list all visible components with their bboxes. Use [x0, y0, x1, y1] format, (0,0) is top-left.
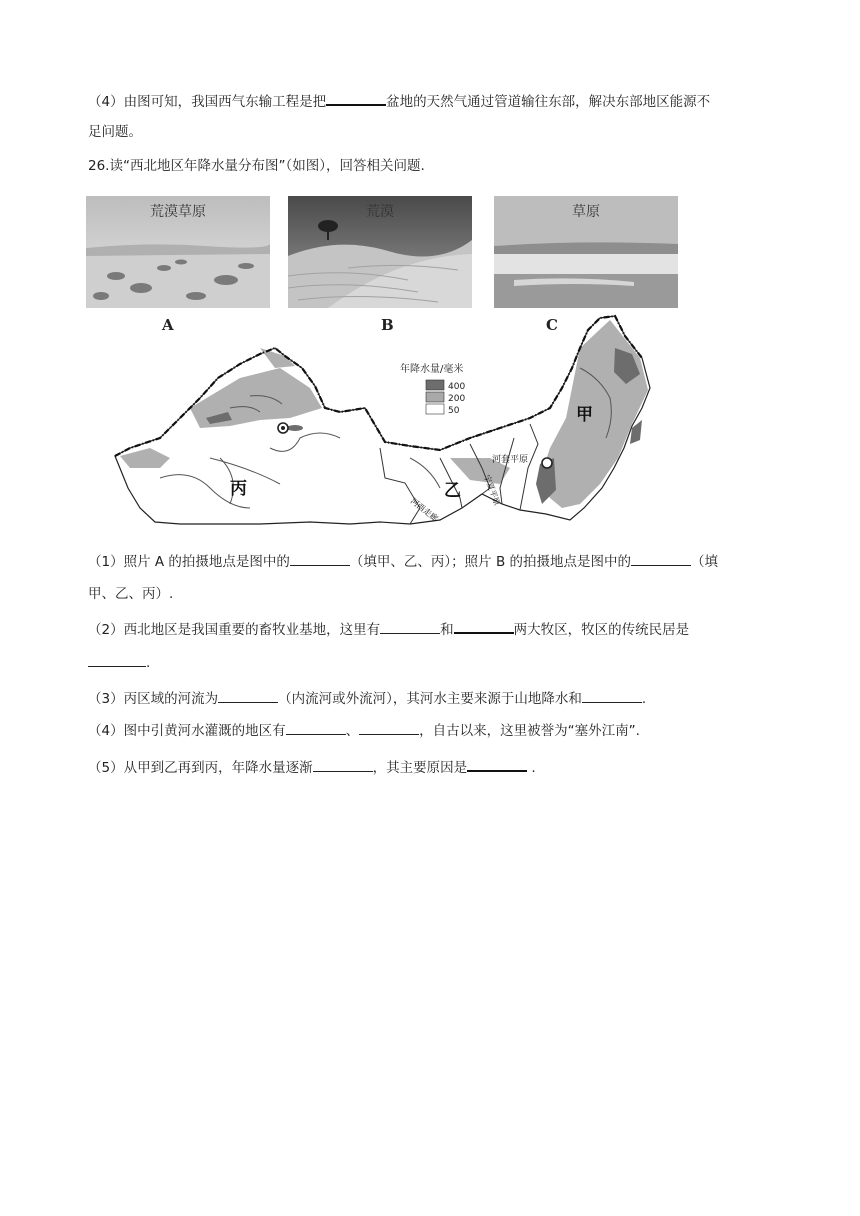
q2-text-a: （2）西北地区是我国重要的畜牧业基地，这里有 [88, 622, 381, 638]
q26-q2-line2 [88, 652, 150, 673]
q2-text-b: 和 [440, 622, 454, 638]
q2-text-c: 两大牧区，牧区的传统民居是 [513, 622, 690, 638]
region-label-yi: 乙 [444, 481, 461, 501]
photo-b-letter: B [381, 316, 394, 334]
answer-blank[interactable] [326, 90, 386, 106]
photo-a [86, 196, 270, 308]
legend-label-50: 50 [448, 406, 460, 416]
q5-text-b: ，其主要原因是 [372, 760, 468, 776]
place-label-hexi: 河西走廊 [408, 496, 440, 524]
q1-text-c: （填 [691, 554, 719, 570]
q4-text-a: （4）图中引黄河水灌溉的地区有 [88, 723, 286, 739]
q26-q3 [88, 688, 646, 709]
photo-b [288, 196, 472, 308]
precipitation-map [110, 308, 660, 528]
q25-part4-line1 [88, 90, 710, 112]
q26-title [88, 156, 425, 176]
place-label-hetao: 河套平原 [492, 455, 529, 465]
q25-part4-line2 [88, 122, 142, 142]
legend-title: 年降水量/毫米 [400, 364, 464, 375]
answer-blank[interactable] [582, 688, 642, 703]
legend-swatch-50 [426, 404, 444, 414]
place-label-ningxia: 宁夏平原 [482, 473, 502, 507]
answer-blank[interactable] [359, 720, 419, 735]
legend-label-200: 200 [448, 394, 466, 404]
photo-c [494, 196, 678, 308]
city-marker-dot [281, 426, 285, 430]
legend-label-400: 400 [448, 382, 466, 392]
q4-text-b: 、 [345, 723, 360, 739]
q5-text-a: （5）从甲到乙再到丙，年降水量逐渐 [88, 760, 313, 776]
q26-q2-line1 [88, 618, 689, 640]
photo-a-caption: 荒漠草原 [150, 204, 206, 220]
answer-blank[interactable] [467, 756, 527, 772]
q2-text-d: . [146, 655, 151, 671]
photo-a-letter: A [162, 316, 174, 334]
city-marker-icon [542, 458, 552, 468]
q1-text-d: 甲、乙、丙）. [88, 586, 174, 602]
legend-swatch-400 [426, 380, 444, 390]
q26-q1-line2 [88, 584, 173, 604]
answer-blank[interactable] [380, 619, 440, 634]
q25-part4-text-a: （4）由图可知，我国西气东输工程是把 [88, 94, 327, 110]
answer-blank[interactable] [88, 652, 146, 667]
q3-text-b: （内流河或外流河），其河水主要来源于山地降水和 [278, 691, 582, 707]
answer-blank[interactable] [290, 551, 350, 566]
answer-blank[interactable] [313, 757, 373, 772]
q1-text-b: （填甲、乙、丙）；照片 B 的拍摄地点是图中的 [349, 554, 632, 570]
legend-swatch-200 [426, 392, 444, 402]
q3-text-c: . [641, 691, 647, 707]
map-legend [400, 362, 465, 416]
q3-text-a: （3）丙区域的河流为 [88, 691, 219, 707]
q26-q1-line1 [88, 551, 718, 572]
q26-title-text: 26.读“西北地区年降水量分布图”（如图），回答相关问题. [88, 158, 425, 174]
q25-part4-text-b: 盆地的天然气通过管道输往东部，解决东部地区能源不 [386, 94, 711, 110]
photo-c-caption: 草原 [572, 204, 600, 220]
answer-blank[interactable] [454, 618, 514, 634]
photo-b-caption: 荒漠 [366, 204, 394, 220]
q26-q5 [88, 756, 536, 778]
region-label-jia: 甲 [576, 405, 593, 425]
answer-blank[interactable] [286, 720, 346, 735]
region-label-bing: 丙 [230, 479, 247, 499]
q25-part4-text-c: 足问题。 [88, 124, 142, 140]
q4-text-c: ，自古以来，这里被誉为“塞外江南”. [419, 723, 640, 739]
q1-text-a: （1）照片 A 的拍摄地点是图中的 [88, 554, 290, 570]
answer-blank[interactable] [631, 551, 691, 566]
photo-c-letter: C [546, 316, 558, 334]
q5-text-c: . [531, 760, 536, 776]
q26-q4 [88, 720, 640, 741]
answer-blank[interactable] [218, 688, 278, 703]
